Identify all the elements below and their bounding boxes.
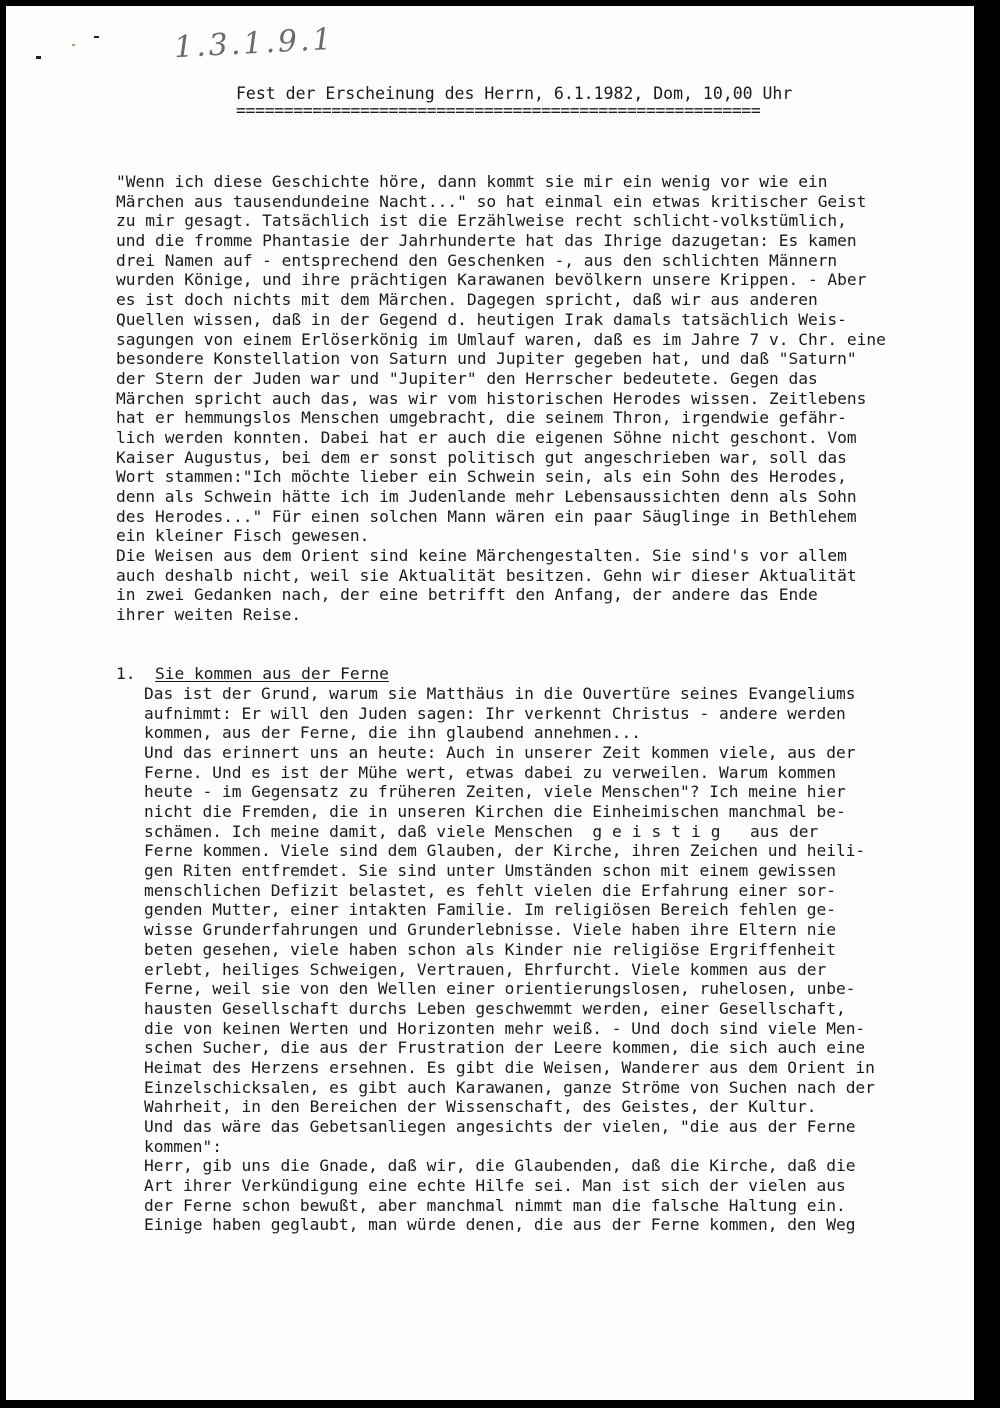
section-text [116,841,916,1235]
text-line: Und das wäre das Gebetsanliegen angesichts der vielen, "die aus der Ferne [144,1117,856,1136]
text-line: heute - im Gegensatz zu früheren Zeiten, viele Menschen"? Ich meine hier [144,782,846,802]
text-line: drei Namen auf - entsprechend den Geschenken -, aus den schlichten Männern [116,250,838,270]
text-line: die von keinen Werten und Horizonten mehr weiß. - Und doch sind viele Men- [144,1018,866,1038]
ink-speck [94,36,99,38]
text-line: sagungen von einem Erlöserkönig im Umlauf waren, daß es im Jahre 7 v. Chr. eine [116,329,886,349]
text-line: "Wenn ich diese Geschichte höre, dann kommt sie mir ein wenig vor wie ein [116,172,828,191]
text-line: zu mir gesagt. Tatsächlich ist die Erzählweise recht schlicht-volkstümlich, [116,211,847,231]
text-line [116,822,916,842]
text-line: Art ihrer Verkündigung eine echte Hilfe sei. Man ist sich der vielen aus [144,1176,846,1196]
text-line: und die fromme Phantasie der Jahrhunderte hat das Ihrige dazugetan: Es kamen [116,231,857,251]
text-line: Das ist der Grund, warum sie Matthäus in die Ouvertüre seines Evangeliums [144,683,856,703]
text-line: wisse Grunderfahrungen und Grunderlebnisse. Viele haben ihre Eltern nie [144,920,836,940]
text-line: hausten Gesellschaft durchs Leben geschwemmt werden, einer Gesellschaft, [144,998,846,1018]
text-line: gen Riten entfremdet. Sie sind unter Umständen schon mit einem gewissen [144,861,836,881]
text-line: kommen, aus der Ferne, die ihn glaubend annehmen... [144,723,642,743]
text-line: besondere Konstellation von Saturn und Jupiter gegeben hat, und daß "Saturn" [116,349,857,369]
text-line: kommen": [144,1136,222,1156]
text-line: Ferne. Und es ist der Mühe wert, etwas dabei zu verweilen. Warum kommen [144,762,836,782]
text-line: Die Weisen aus dem Orient sind keine Märchengestalten. Sie sind's vor allem [116,546,847,566]
text-line: ein kleiner Fisch gewesen. [116,526,370,546]
text-line: Quellen wissen, daß in der Gegend d. heutigen Irak damals tatsächlich Weis- [116,309,847,329]
text-line: schen Sucher, die aus der Frustration der Leere kommen, die sich auch eine [144,1038,866,1058]
text-line: der Ferne schon bewußt, aber manchmal nimmt man die falsche Haltung ein. [144,1195,846,1215]
text-line: der Stern der Juden war und "Jupiter" den Herrscher bedeutete. Gegen das [116,368,818,388]
text-line: menschlichen Defizit belastet, es fehlt vielen die Erfahrung einer sor- [144,880,836,900]
document-title: Fest der Erscheinung des Herrn, 6.1.1982, Dom, 10,00 Uhr [236,84,793,103]
text-line: genden Mutter, einer intakten Familie. Im religiösen Bereich fehlen ge- [144,900,836,920]
text-line: es ist doch nichts mit dem Märchen. Dagegen spricht, daß wir aus anderen [116,290,818,310]
section-text [116,684,916,822]
text-line: Einzelschicksalen, es gibt auch Karawanen, ganze Ströme von Suchen nach der [144,1077,875,1097]
text-line: Wahrheit, in den Bereichen der Wissenschaft, des Geistes, der Kultur. [144,1097,817,1117]
handwritten-archive-number: 1.3.1.9.1 [173,21,336,66]
text-before-emphasis: schämen. Ich meine damit, daß viele Menschen [144,821,593,841]
text-line: ihrer weiten Reise. [116,605,302,625]
text-line: nicht die Fremden, die in unseren Kirchen die Einheimischen manchmal be- [144,802,846,821]
text-line: in zwei Gedanken nach, der eine betrifft den Anfang, der andere das Ende [116,585,818,605]
text-line: aufnimmt: Er will den Juden sagen: Ihr verkennt Christus - andere werden [144,703,846,723]
text-line: Und das erinnert uns an heute: Auch in unserer Zeit kommen viele, aus der [144,742,856,762]
text-line: Kaiser Augustus, bei dem er sonst politisch gut angeschrieben war, soll das [116,447,847,467]
text-line: Herr, gib uns die Gnade, daß wir, die Glaubenden, daß die Kirche, daß die [144,1156,856,1176]
text-line: erlebt, heiliges Schweigen, Vertrauen, Ehrfurcht. Viele kommen aus der [144,959,827,979]
text-line: Wort stammen:"Ich möchte lieber ein Schwein sein, als ein Sohn des Herodes, [116,467,847,487]
text-line: Ferne kommen. Viele sind dem Glauben, der Kirche, ihren Zeichen und heili- [144,841,866,861]
text-line: auch deshalb nicht, weil sie Aktualität besitzen. Gehn wir dieser Aktualität [116,565,857,585]
title-underline-rule: ======================================================= [236,101,761,120]
text-line: lich werden konnten. Dabei hat er auch die eigenen Söhne nicht geschont. Vom [116,427,857,447]
text-line: Ferne, weil sie von den Wellen einer orientierungslosen, ruhelosen, unbe- [144,979,856,999]
section-number: 1. [116,664,136,684]
paragraph-gap [116,625,916,645]
section-title: Sie kommen aus der Ferne [155,664,389,684]
intro-paragraph [116,172,916,625]
text-line: hat er hemmungslos Menschen umgebracht, die seinem Thron, irgendwie gefähr- [116,408,847,428]
section-heading [116,664,916,684]
text-line: des Herodes..." Für einen solchen Mann wären ein paar Säuglinge in Bethlehem [116,506,857,526]
text-line: Einige haben geglaubt, man würde denen, die aus der Ferne kommen, den Weg [144,1215,856,1235]
ink-speck [36,56,41,59]
paragraph-gap [116,645,916,665]
text-line: wurden Könige, und ihre prächtigen Karawanen bevölkern unsere Krippen. - Aber [116,270,867,290]
text-line: Märchen spricht auch das, was wir vom historischen Herodes wissen. Zeitlebens [116,388,867,408]
text-line: beten gesehen, viele haben schon als Kinder nie religiöse Ergriffenheit [144,939,836,959]
emphasized-word: geistig [592,821,731,841]
document-body [116,172,916,1235]
text-line: Märchen aus tausendundeine Nacht..." so hat einmal ein etwas kritischer Geist [116,191,867,211]
text-after-emphasis: aus der [730,821,819,841]
document-sheet [6,6,974,1400]
text-line: Heimat des Herzens ersehnen. Es gibt die Weisen, Wanderer aus dem Orient in [144,1057,875,1077]
ink-speck [72,44,75,46]
text-line: denn als Schwein hätte ich im Judenlande mehr Lebensaussichten denn als Sohn [116,487,857,506]
